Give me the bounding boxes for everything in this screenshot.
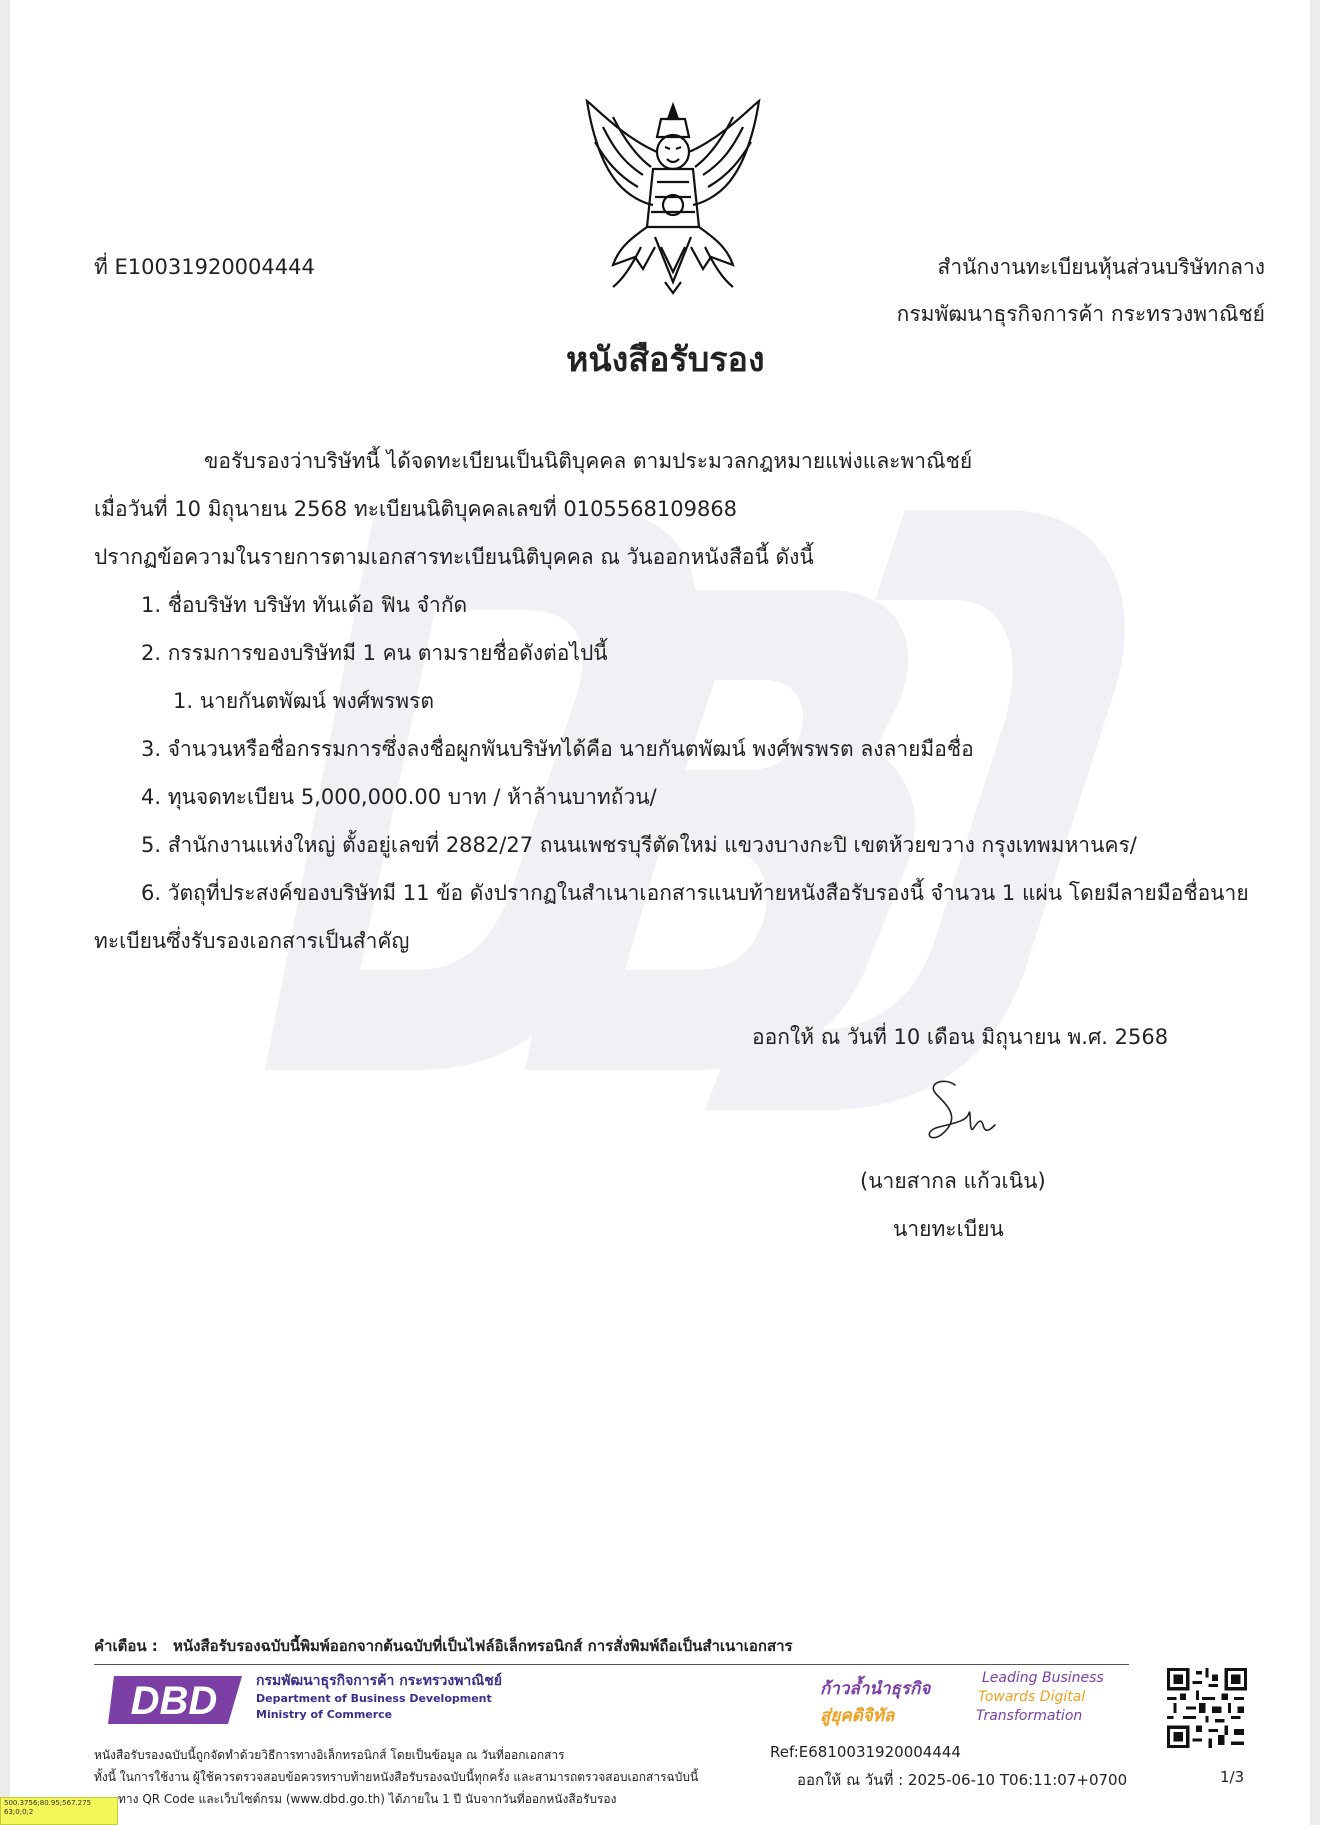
item-objectives-cont: ทะเบียนซึ่งรับรองเอกสารเป็นสำคัญ — [94, 929, 410, 953]
document-title: หนังสือรับรอง — [566, 340, 765, 380]
item-directors: 2. กรรมการของบริษัทมี 1 คน ตามรายชื่อดังต่อไปนี้ — [141, 641, 608, 665]
item-objectives: 6. วัตถุที่ประสงค์ของบริษัทมี 11 ข้อ ดังปรากฏในสำเนาเอกสารแนบท้ายหนังสือรับรองนี้ จำนวน 1 แผ่น โดยมีลายมือชื่อนาย — [141, 881, 1249, 905]
stamp-line-1: 500.3756;80.95;567.275 — [4, 1799, 92, 1807]
footer-note-2: ทั้งนี้ ในการใช้งาน ผู้ใช้ควรตรวจสอบข้อควรทราบท้ายหนังสือรับรองฉบับนี้ทุกครั้ง และสามารถตรวจสอบเอกสารฉบับนี้ — [94, 1770, 699, 1784]
slogan-english-2: Towards Digital — [978, 1689, 1086, 1705]
garuda-emblem — [583, 97, 763, 295]
footer-divider — [94, 1664, 1129, 1665]
registrar-signature — [915, 1073, 1005, 1143]
intro-line-1: ขอรับรองว่าบริษัทนี้ ได้จดทะเบียนเป็นนิติบุคคล ตามประมวลกฎหมายแพ่งและพาณิชย์ — [204, 449, 973, 473]
item-capital: 4. ทุนจดทะเบียน 5,000,000.00 บาท / ห้าล้านบาทถ้วน/ — [141, 785, 657, 809]
dept-name-english: Department of Business Development — [256, 1692, 492, 1705]
coordinate-stamp — [0, 1797, 118, 1825]
slogan-thai-2: สู่ยุคดิจิทัล — [820, 1706, 895, 1726]
warning-text: หนังสือรับรองฉบับนี้พิมพ์ออกจากต้นฉบับที่เป็นไฟล์อิเล็กทรอนิกส์ การสั่งพิมพ์ถือเป็นสำเนาเอกสาร — [173, 1637, 793, 1655]
issue-date: ออกให้ ณ วันที่ 10 เดือน มิถุนายน พ.ศ. 2568 — [752, 1025, 1169, 1049]
slogan-thai-1: ก้าวล้ำนำธุรกิจ — [820, 1679, 931, 1699]
office-name: สำนักงานทะเบียนหุ้นส่วนบริษัทกลาง — [937, 255, 1265, 279]
intro-line-3: ปรากฏข้อความในรายการตามเอกสารทะเบียนนิติบุคคล ณ วันออกหนังสือนี้ ดังนี้ — [94, 545, 814, 569]
issued-timestamp: ออกให้ ณ วันที่ : 2025-06-10 T06:11:07+0700 — [797, 1771, 1128, 1789]
footer-note-1: หนังสือรับรองฉบับนี้ถูกจัดทำด้วยวิธีการทางอิเล็กทรอนิกส์ โดยเป็นข้อมูล ณ วันที่ออกเอกสาร — [94, 1748, 565, 1762]
footer-note-3: ทาง QR Code และเว็บไซต์กรม (www.dbd.go.th) ได้ภายใน 1 ปี นับจากวันที่ออกหนังสือรับรอง — [118, 1792, 617, 1806]
item-signatory: 3. จำนวนหรือชื่อกรรมการซึ่งลงชื่อผูกพันบริษัทได้คือ นายกันตพัฒน์ พงศ์พรพรต ลงลายมือชื่อ — [141, 737, 974, 761]
item-director-1: 1. นายกันตพัฒน์ พงศ์พรพรต — [173, 689, 435, 713]
slogan-english-3: Transformation — [976, 1708, 1083, 1724]
intro-line-2: เมื่อวันที่ 10 มิถุนายน 2568 ทะเบียนนิติบุคคลเลขที่ 0105568109868 — [94, 497, 738, 521]
item-head-office: 5. สำนักงานแห่งใหญ่ ตั้งอยู่เลขที่ 2882/27 ถนนเพชรบุรีตัดใหม่ แขวงบางกะปิ เขตห้วยขวาง กรุงเทพมหานคร/ — [141, 833, 1137, 857]
svg-text:DBD: DBD — [130, 1679, 218, 1723]
reference-number: ที่ E10031920004444 — [94, 255, 315, 279]
page-number: 1/3 — [1220, 1768, 1245, 1786]
dbd-logo — [108, 1672, 248, 1728]
department-ministry: กรมพัฒนาธุรกิจการค้า กระทรวงพาณิชย์ — [896, 302, 1265, 326]
qr-code[interactable] — [1167, 1668, 1247, 1748]
signer-name: (นายสากล แก้วเนิน) — [860, 1169, 1046, 1193]
item-company-name: 1. ชื่อบริษัท บริษัท ทันเด้อ ฟิน จำกัด — [141, 593, 468, 617]
dept-name-thai: กรมพัฒนาธุรกิจการค้า กระทรวงพาณิชย์ — [256, 1673, 502, 1689]
slogan-english-1: Leading Business — [982, 1670, 1104, 1686]
document-page — [10, 0, 1310, 1825]
signer-title: นายทะเบียน — [893, 1217, 1004, 1241]
ministry-name-english: Ministry of Commerce — [256, 1708, 393, 1721]
stamp-line-2: 63;0;0;2 — [4, 1808, 34, 1816]
warning-label: คำเตือน : — [94, 1637, 158, 1655]
reference-code: Ref:E6810031920004444 — [770, 1743, 961, 1761]
